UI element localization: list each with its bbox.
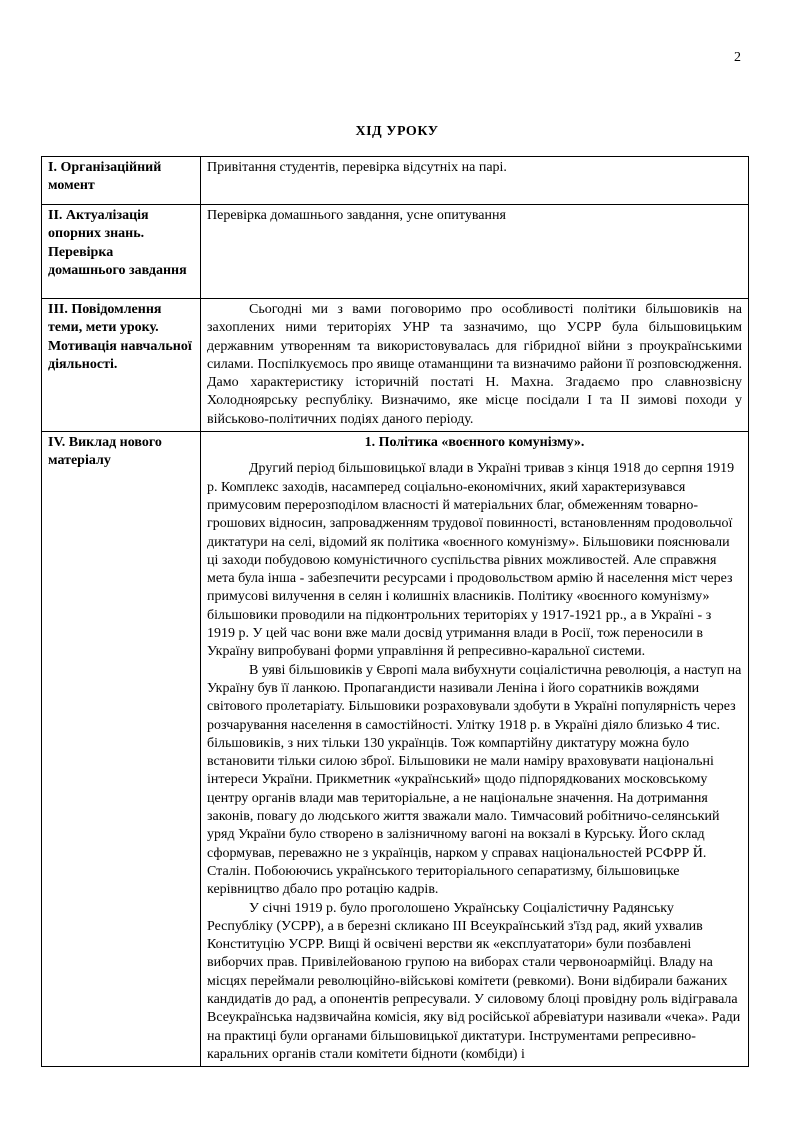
description-cell (201, 432, 749, 1067)
stage-cell: І. Організаційний момент (42, 157, 201, 205)
page-title: ХІД УРОКУ (355, 124, 439, 139)
table-row (42, 205, 749, 299)
description-cell: Привітання студентів, перевірка відсутніх на парі. (201, 157, 749, 205)
content-paragraph: У січні 1919 р. було проголошено Українську Соціалістичну Радянську Республіку (УСРР), а в березні скликано III Всеукраїнський з'їзд рад, який ухвалив Конституцію УСРР. Вищі й освічені верстви як «експлуататори» були позбавлені виборчих прав. Привілейованою групою на виборах стали червоноармійці. Владу на місцях переймали революційно-військові комітети (ревкоми). Вони відбирали бажаних кандидатів до рад, а опонентів репресували. У силовому блоці провідну роль відігравала Всеукраїнська надзвичайна комісія, яку від російської абревіатури називали «чека». Ради на практиці були органами більшовицької диктатури. Інструментами репресивно-каральних органів стали комітети бідноти (комбіди) і (207, 900, 741, 1062)
table-row (42, 157, 749, 205)
table-row (42, 299, 749, 432)
content-paragraph: В уяві більшовиків у Європі мала вибухнути соціалістична революція, а наступ на Україну був її ланкою. Пропагандисти називали Леніна і його соратників вождями світового пролетаріату. Більшовики розраховували здобути в Україні популярність через розчарування населення в самостійності. Улітку 1918 р. в Україні діяло близько 4 тис. більшовиків, з них тільки 130 українців. Тож компартійну диктатуру можна було встановити тільки силою зброї. Більшовики не мали наміру враховувати національні інтереси України. Прикметник «український» щодо підпорядкованих московському центру органів влади мав територіальне, а не національне значення. На дотримання законів, повагу до людського життя зважали мало. Тимчасовий робітничо-селянський уряд України було створено в залізничному вагоні на вокзалі в Курську. Його склад сформував, переважно не з українців, нарком у справах національностей РСФРР Й. Сталін. Побоюючись українського територіального сепаратизму, більшовицьке керівництво дбало про ротацію кадрів. (207, 662, 742, 898)
description-cell: Сьогодні ми з вами поговоримо про особливості політики більшовиків на захоплених ними територіях УНР та зазначимо, що УСРР була більшовицьким державним утворенням та використовувалась для гібридної війни з проукраїнськими силами. Поспілкуємось про явище отаманщини та визначимо райони її розповсюдження. Дамо характеристику історичній постаті Н. Махна. Згадаємо про славнозвісну Холодноярську республіку. Визначимо, яке місце посідали І та ІІ зимові походи у військово-політичних подіях даного періоду. (201, 299, 749, 432)
content-paragraph: Другий період більшовицької влади в Україні тривав з кінця 1918 до серпня 1919 р. Комплекс заходів, насамперед соціально-економічних, який характеризувався примусовим перерозподілом власності й матеріальних благ, обмеженням товарно-грошових відносин, запровадженням трудової повинності, встановленням продовольчої диктатури на селі, відомий як політика «воєнного комунізму». Більшовики пояснювали ці заходи побудовою комуністичного суспільства рівних можливостей. Але справжня мета була інша - забезпечити ресурсами і продовольством армію й населення міст через примусові вилучення в селян і колишніх власників. Політику «воєнного комунізму» більшовики проводили на підконтрольних територіях у 1917-1921 рр., а в Україні - з 1919 р. У цей час вони вже мали досвід утримання влади в Росії, тож переносили в Україну випробувані форми управління й репресивно-каральної системи. (207, 461, 735, 660)
stage-cell: ІІ. Актуалізація опорних знань. Перевірка домашнього завдання (42, 205, 201, 299)
description-cell: Перевірка домашнього завдання, усне опитування (201, 205, 749, 299)
page-number: 2 (734, 50, 741, 65)
lesson-plan-table (41, 156, 749, 1067)
section-heading: 1. Політика «воєнного комунізму». (364, 435, 585, 451)
stage-cell: IV. Виклад нового матеріалу (42, 432, 201, 1067)
table-row (42, 432, 749, 1067)
stage-cell: ІІІ. Повідомлення теми, мети уроку. Мотивація навчальної діяльності. (42, 299, 201, 432)
